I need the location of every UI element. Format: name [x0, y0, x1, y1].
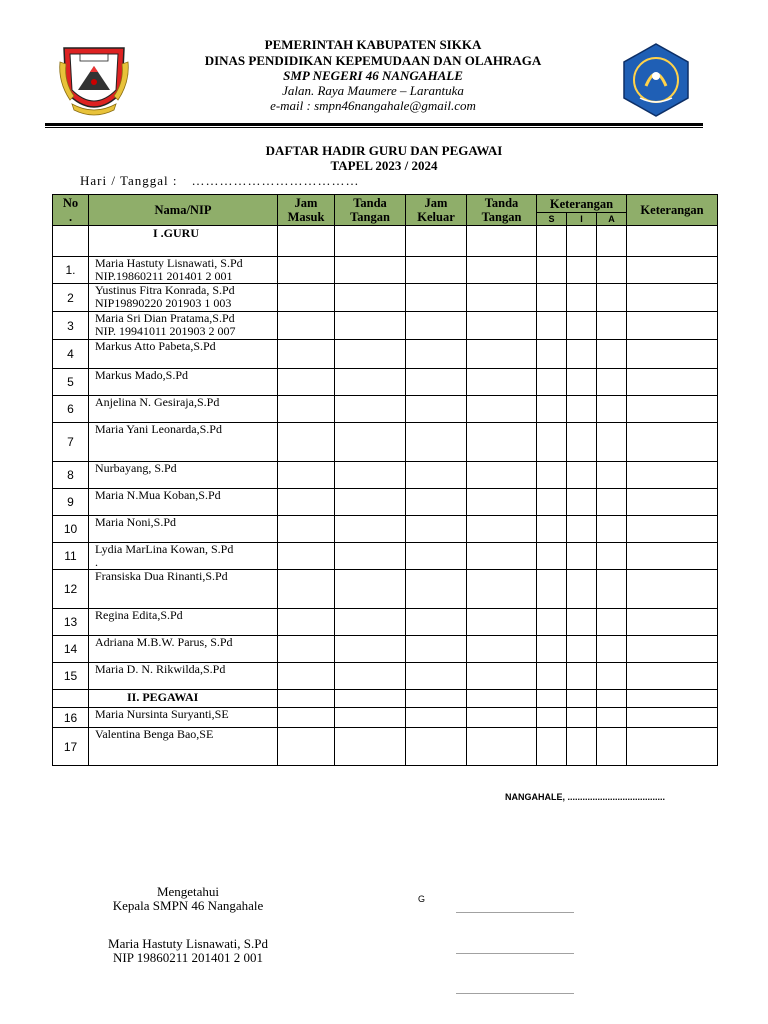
attendance-cell[interactable] — [278, 284, 335, 312]
attendance-cell[interactable] — [537, 663, 567, 690]
staff-name: Fransiska Dua Rinanti,S.Pd — [95, 569, 228, 583]
signature-line-2: ........................................................... — [456, 947, 574, 956]
attendance-cell[interactable] — [627, 516, 718, 543]
staff-name-cell — [89, 369, 278, 396]
attendance-cell[interactable] — [406, 708, 467, 728]
attendance-cell[interactable] — [406, 543, 467, 570]
attendance-cell[interactable] — [335, 369, 406, 396]
kabupaten-sikka-logo — [56, 42, 132, 120]
attendance-cell[interactable] — [406, 284, 467, 312]
attendance-cell[interactable] — [335, 636, 406, 663]
kepala-label: Kepala SMPN 46 Nangahale — [112, 898, 264, 913]
attendance-cell[interactable] — [597, 226, 627, 257]
attendance-cell[interactable] — [597, 462, 627, 489]
staff-name: Maria Nursinta Suryanti,SE — [95, 707, 229, 721]
staff-name: Adriana M.B.W. Parus, S.Pd — [95, 635, 233, 649]
attendance-cell[interactable] — [467, 609, 537, 636]
attendance-cell[interactable] — [597, 369, 627, 396]
staff-name-cell — [89, 312, 278, 340]
attendance-cell[interactable] — [537, 369, 567, 396]
staff-name: Maria Sri Dian Pratama,S.Pd — [95, 311, 235, 325]
header-school: SMP NEGERI 46 NANGAHALE — [283, 68, 463, 83]
staff-name: Maria Yani Leonarda,S.Pd — [95, 422, 222, 436]
mengetahui-label: Mengetahui — [156, 884, 220, 899]
attendance-cell[interactable] — [335, 570, 406, 609]
attendance-cell[interactable] — [537, 543, 567, 570]
attendance-cell[interactable] — [467, 516, 537, 543]
attendance-cell[interactable] — [278, 516, 335, 543]
staff-name: Maria D. N. Rikwilda,S.Pd — [95, 662, 226, 676]
signature-line-3: ........................................................... — [456, 987, 574, 996]
header-rule-thick — [45, 123, 703, 126]
attendance-cell[interactable] — [597, 609, 627, 636]
attendance-cell[interactable] — [467, 312, 537, 340]
table-row — [53, 423, 718, 462]
staff-name-cell — [89, 489, 278, 516]
attendance-cell[interactable] — [537, 690, 567, 708]
signer-name: Maria Hastuty Lisnawati, S.Pd — [108, 936, 268, 951]
attendance-cell[interactable] — [335, 312, 406, 340]
attendance-cell[interactable] — [278, 609, 335, 636]
section-label: II. PEGAWAI — [89, 690, 278, 708]
attendance-cell[interactable] — [467, 423, 537, 462]
attendance-cell[interactable] — [335, 257, 406, 284]
staff-name-cell — [89, 708, 278, 728]
col-jam-keluar: Jam Keluar — [406, 195, 467, 226]
attendance-cell[interactable] — [597, 340, 627, 369]
attendance-cell[interactable] — [597, 312, 627, 340]
attendance-cell[interactable] — [597, 516, 627, 543]
attendance-cell[interactable] — [335, 462, 406, 489]
staff-name-cell — [89, 423, 278, 462]
attendance-cell[interactable] — [627, 663, 718, 690]
staff-name: Yustinus Fitra Konrada, S.Pd — [95, 283, 235, 297]
attendance-cell[interactable] — [537, 396, 567, 423]
col-jam-masuk: Jam Masuk — [278, 195, 335, 226]
row-number: 2 — [53, 284, 89, 312]
attendance-cell[interactable] — [467, 570, 537, 609]
signer-nip: NIP 19860211 201401 2 001 — [113, 950, 263, 965]
attendance-cell[interactable] — [406, 257, 467, 284]
col-a: A — [597, 213, 627, 226]
document-title: DAFTAR HADIR GURU DAN PEGAWAI — [265, 143, 503, 158]
attendance-cell[interactable] — [278, 340, 335, 369]
attendance-cell[interactable] — [278, 690, 335, 708]
attendance-cell[interactable] — [335, 663, 406, 690]
attendance-cell[interactable] — [335, 690, 406, 708]
staff-name: Valentina Benga Bao,SE — [95, 727, 214, 741]
document-subtitle: TAPEL 2023 / 2024 — [330, 158, 438, 173]
table-row — [53, 257, 718, 284]
row-number — [53, 226, 89, 257]
attendance-cell[interactable] — [406, 340, 467, 369]
staff-name-cell — [89, 516, 278, 543]
col-i: I — [567, 213, 597, 226]
staff-name: Lydia MarLina Kowan, S.Pd — [95, 542, 234, 556]
attendance-cell[interactable] — [335, 489, 406, 516]
attendance-table — [52, 194, 718, 766]
attendance-cell[interactable] — [467, 396, 537, 423]
attendance-cell[interactable] — [278, 570, 335, 609]
staff-nip: NIP.19860211 201401 2 001 — [95, 269, 233, 283]
attendance-cell[interactable] — [627, 609, 718, 636]
attendance-cell[interactable] — [406, 663, 467, 690]
attendance-cell[interactable] — [537, 226, 567, 257]
attendance-cell[interactable] — [335, 609, 406, 636]
staff-name: Maria N.Mua Koban,S.Pd — [95, 488, 221, 502]
signature-line-1: ........................................................... — [456, 906, 574, 915]
staff-name-cell — [89, 636, 278, 663]
attendance-cell[interactable] — [567, 728, 597, 766]
attendance-cell[interactable] — [537, 728, 567, 766]
row-number: 17 — [53, 728, 89, 766]
attendance-cell[interactable] — [335, 396, 406, 423]
section-row-guru — [53, 226, 718, 257]
attendance-cell[interactable] — [627, 728, 718, 766]
staff-nip: . — [95, 555, 98, 569]
table-row — [53, 396, 718, 423]
table-row — [53, 543, 718, 570]
attendance-cell[interactable] — [567, 708, 597, 728]
attendance-cell[interactable] — [467, 690, 537, 708]
header-address: Jalan. Raya Maumere – Larantuka — [282, 83, 464, 98]
attendance-cell[interactable] — [597, 396, 627, 423]
row-number: 8 — [53, 462, 89, 489]
attendance-cell[interactable] — [537, 708, 567, 728]
attendance-cell[interactable] — [406, 312, 467, 340]
attendance-cell[interactable] — [627, 226, 718, 257]
attendance-cell[interactable] — [597, 423, 627, 462]
attendance-cell[interactable] — [406, 609, 467, 636]
attendance-cell[interactable] — [467, 369, 537, 396]
place-date-line: NANGAHALE, ....................................... — [505, 792, 666, 802]
table-row — [53, 570, 718, 609]
staff-name: Markus Mado,S.Pd — [95, 368, 189, 382]
attendance-cell[interactable] — [567, 257, 597, 284]
section-label: I .GURU — [89, 226, 278, 257]
attendance-cell[interactable] — [627, 690, 718, 708]
table-row — [53, 609, 718, 636]
attendance-cell[interactable] — [537, 516, 567, 543]
attendance-cell[interactable] — [278, 312, 335, 340]
attendance-cell[interactable] — [597, 489, 627, 516]
table-row — [53, 728, 718, 766]
attendance-cell[interactable] — [467, 340, 537, 369]
header-rule-thin — [45, 127, 703, 128]
attendance-cell[interactable] — [278, 543, 335, 570]
attendance-cell[interactable] — [467, 728, 537, 766]
attendance-cell[interactable] — [537, 312, 567, 340]
attendance-cell[interactable] — [406, 570, 467, 609]
attendance-cell[interactable] — [627, 284, 718, 312]
row-number: 1. — [53, 257, 89, 284]
staff-name: Regina Edita,S.Pd — [95, 608, 183, 622]
staff-name-cell — [89, 396, 278, 423]
attendance-cell[interactable] — [597, 543, 627, 570]
attendance-cell[interactable] — [335, 226, 406, 257]
attendance-cell[interactable] — [537, 423, 567, 462]
attendance-cell[interactable] — [335, 728, 406, 766]
row-number: 3 — [53, 312, 89, 340]
stray-letter: G — [418, 894, 426, 904]
attendance-cell[interactable] — [467, 226, 537, 257]
staff-name: Nurbayang, S.Pd — [95, 461, 177, 475]
row-number: 12 — [53, 570, 89, 609]
attendance-cell[interactable] — [567, 340, 597, 369]
staff-name-cell — [89, 663, 278, 690]
attendance-cell[interactable] — [278, 636, 335, 663]
attendance-cell[interactable] — [627, 312, 718, 340]
attendance-cell[interactable] — [278, 423, 335, 462]
row-number: 10 — [53, 516, 89, 543]
row-number: 7 — [53, 423, 89, 462]
table-row — [53, 284, 718, 312]
col-nama-nip: Nama/NIP — [89, 195, 278, 226]
attendance-cell[interactable] — [406, 636, 467, 663]
attendance-cell[interactable] — [537, 609, 567, 636]
row-number: 14 — [53, 636, 89, 663]
attendance-cell[interactable] — [467, 663, 537, 690]
attendance-cell[interactable] — [406, 226, 467, 257]
staff-name: Anjelina N. Gesiraja,S.Pd — [95, 395, 220, 409]
staff-name-cell — [89, 257, 278, 284]
attendance-cell[interactable] — [567, 489, 597, 516]
attendance-cell[interactable] — [567, 312, 597, 340]
attendance-cell[interactable] — [597, 728, 627, 766]
attendance-cell[interactable] — [335, 284, 406, 312]
attendance-cell[interactable] — [335, 340, 406, 369]
attendance-cell[interactable] — [537, 257, 567, 284]
table-row — [53, 462, 718, 489]
attendance-cell[interactable] — [567, 369, 597, 396]
staff-name-cell — [89, 543, 278, 570]
row-number: 15 — [53, 663, 89, 690]
attendance-cell[interactable] — [335, 423, 406, 462]
school-logo — [620, 42, 692, 118]
attendance-cell[interactable] — [567, 609, 597, 636]
attendance-cell[interactable] — [278, 369, 335, 396]
attendance-cell[interactable] — [627, 257, 718, 284]
section-row-pegawai — [53, 690, 718, 708]
attendance-cell[interactable] — [597, 690, 627, 708]
attendance-cell[interactable] — [406, 489, 467, 516]
attendance-cell[interactable] — [627, 396, 718, 423]
row-number: 9 — [53, 489, 89, 516]
attendance-cell[interactable] — [567, 543, 597, 570]
row-number: 4 — [53, 340, 89, 369]
staff-name: Maria Noni,S.Pd — [95, 515, 176, 529]
attendance-cell[interactable] — [278, 489, 335, 516]
attendance-cell[interactable] — [335, 708, 406, 728]
attendance-cell[interactable] — [627, 340, 718, 369]
attendance-cell[interactable] — [627, 489, 718, 516]
header-department: DINAS PENDIDIKAN KEPEMUDAAN DAN OLAHRAGA — [204, 53, 542, 68]
row-number — [53, 690, 89, 708]
attendance-cell[interactable] — [567, 226, 597, 257]
staff-name-cell — [89, 728, 278, 766]
row-number: 13 — [53, 609, 89, 636]
attendance-cell[interactable] — [467, 462, 537, 489]
attendance-cell[interactable] — [467, 284, 537, 312]
attendance-cell[interactable] — [467, 708, 537, 728]
staff-name-cell — [89, 462, 278, 489]
attendance-cell[interactable] — [467, 636, 537, 663]
table-row — [53, 708, 718, 728]
date-dots: ……………………………… — [191, 173, 360, 188]
attendance-cell[interactable] — [597, 284, 627, 312]
date-field — [80, 173, 360, 189]
table-row — [53, 340, 718, 369]
attendance-cell[interactable] — [537, 570, 567, 609]
col-keterangan: Keterangan — [627, 195, 718, 226]
attendance-cell[interactable] — [278, 728, 335, 766]
attendance-cell[interactable] — [567, 663, 597, 690]
table-row — [53, 636, 718, 663]
attendance-cell[interactable] — [567, 396, 597, 423]
attendance-cell[interactable] — [278, 708, 335, 728]
attendance-cell[interactable] — [567, 636, 597, 663]
staff-name-cell — [89, 609, 278, 636]
attendance-cell[interactable] — [278, 663, 335, 690]
attendance-cell[interactable] — [537, 340, 567, 369]
attendance-cell[interactable] — [627, 636, 718, 663]
attendance-cell[interactable] — [537, 462, 567, 489]
attendance-cell[interactable] — [278, 396, 335, 423]
table-row — [53, 516, 718, 543]
attendance-cell[interactable] — [406, 728, 467, 766]
attendance-cell[interactable] — [406, 690, 467, 708]
attendance-cell[interactable] — [467, 257, 537, 284]
attendance-cell[interactable] — [597, 663, 627, 690]
row-number: 16 — [53, 708, 89, 728]
attendance-cell[interactable] — [278, 226, 335, 257]
attendance-cell[interactable] — [597, 708, 627, 728]
attendance-cell[interactable] — [597, 570, 627, 609]
table-row — [53, 312, 718, 340]
attendance-cell[interactable] — [537, 489, 567, 516]
attendance-cell[interactable] — [567, 462, 597, 489]
attendance-cell[interactable] — [627, 543, 718, 570]
attendance-cell[interactable] — [278, 257, 335, 284]
attendance-cell[interactable] — [627, 462, 718, 489]
attendance-cell[interactable] — [406, 369, 467, 396]
attendance-cell[interactable] — [567, 284, 597, 312]
col-tanda-tangan-1: Tanda Tangan — [335, 195, 406, 226]
attendance-cell[interactable] — [627, 708, 718, 728]
staff-name-cell — [89, 570, 278, 609]
attendance-cell[interactable] — [335, 516, 406, 543]
attendance-cell[interactable] — [406, 423, 467, 462]
staff-name-cell — [89, 284, 278, 312]
attendance-cell[interactable] — [537, 636, 567, 663]
col-keterangan-group: Keterangan — [537, 195, 627, 213]
staff-name: Maria Hastuty Lisnawati, S.Pd — [95, 256, 243, 270]
col-tanda-tangan-2: Tanda Tangan — [467, 195, 537, 226]
table-row — [53, 369, 718, 396]
col-s: S — [537, 213, 567, 226]
attendance-cell[interactable] — [406, 396, 467, 423]
attendance-cell[interactable] — [567, 690, 597, 708]
row-number: 6 — [53, 396, 89, 423]
attendance-cell[interactable] — [406, 516, 467, 543]
header-email: e-mail : smpn46nangahale@gmail.com — [270, 98, 476, 113]
table-row — [53, 663, 718, 690]
table-row — [53, 489, 718, 516]
col-no: No . — [53, 195, 89, 226]
attendance-cell[interactable] — [467, 489, 537, 516]
attendance-cell[interactable] — [567, 570, 597, 609]
attendance-cell[interactable] — [627, 369, 718, 396]
staff-name: Markus Atto Pabeta,S.Pd — [95, 339, 216, 353]
attendance-cell[interactable] — [278, 462, 335, 489]
attendance-cell[interactable] — [335, 543, 406, 570]
attendance-cell[interactable] — [406, 462, 467, 489]
staff-name-cell — [89, 340, 278, 369]
row-number: 11 — [53, 543, 89, 570]
header-government: PEMERINTAH KABUPATEN SIKKA — [264, 37, 482, 52]
attendance-cell[interactable] — [627, 423, 718, 462]
attendance-cell[interactable] — [567, 423, 597, 462]
attendance-cell[interactable] — [627, 570, 718, 609]
attendance-cell[interactable] — [597, 257, 627, 284]
staff-nip: NIP19890220 201903 1 003 — [95, 296, 232, 310]
attendance-cell[interactable] — [537, 284, 567, 312]
staff-nip: NIP. 19941011 201903 2 007 — [95, 324, 236, 338]
row-number: 5 — [53, 369, 89, 396]
attendance-cell[interactable] — [567, 516, 597, 543]
attendance-cell[interactable] — [467, 543, 537, 570]
date-label: Hari / Tanggal : — [80, 173, 178, 188]
attendance-cell[interactable] — [597, 636, 627, 663]
